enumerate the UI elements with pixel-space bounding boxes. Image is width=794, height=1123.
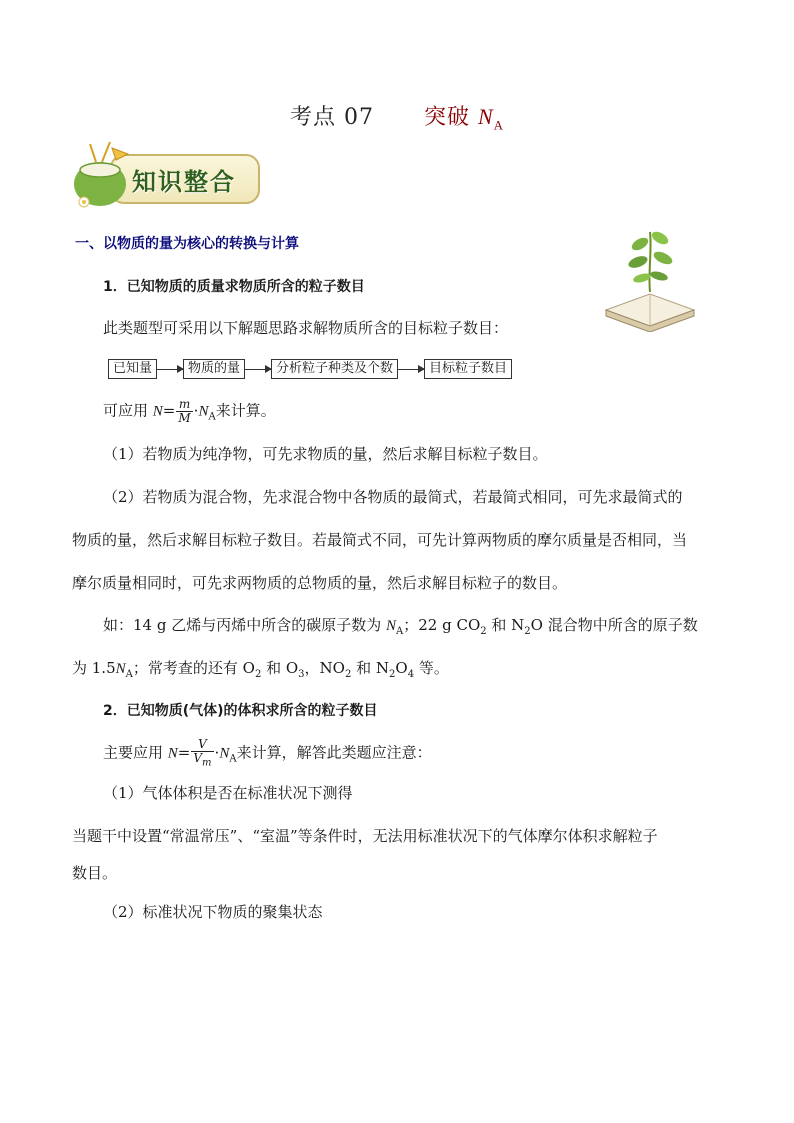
sub2-item-1: （1）气体体积是否在标准状况下测得: [103, 784, 353, 802]
arrow-right-icon: [245, 369, 271, 370]
flow-box-moles: 物质的量: [183, 359, 245, 379]
sub2-paragraph-line-2: 数目。: [72, 864, 118, 882]
sub1-example-line-1: 如：14 g 乙烯与丙烯中所含的碳原子数为 $N_A$；22 g $CO_2$ 和 $N_2O$ 混合物中所含的原子数: [103, 616, 698, 637]
sub2-formula: 主要应用 N= $\frac{V}{V_m}$ $\cdot N_A$来计算，解答此类题应注意：: [103, 737, 432, 769]
sub2-paragraph-line-1: 当题干中设置“常温常压”、“室温”等条件时，无法用标准状况下的气体摩尔体积求解粒子: [72, 827, 658, 845]
subsection-heading-1: 1．已知物质的质量求物质所含的粒子数目: [103, 279, 365, 295]
flowchart: [108, 358, 512, 380]
title-prefix: 考点 07: [289, 105, 374, 130]
book-plant-icon: [600, 222, 700, 332]
sub1-intro: 此类题型可采用以下解题思路求解物质所含的目标粒子数目：: [103, 319, 509, 337]
fraction-V-over-Vm: $\frac{V}{V_m}$: [193, 737, 212, 769]
sub1-item-2-line-2: 物质的量，然后求解目标粒子数目。若最简式不同，可先计算两物质的摩尔质量是否相同，当: [72, 531, 688, 549]
sub2-item-2: （2）标准状况下物质的聚集状态: [103, 903, 323, 921]
sub1-item-2-line-1: （2）若物质为混合物，先求混合物中各物质的最简式，若最简式相同，可先求最简式的: [103, 488, 683, 506]
arrow-right-icon: [157, 369, 183, 370]
banner-label: 知识整合: [132, 168, 236, 196]
arrow-right-icon: [398, 369, 424, 370]
subsection-heading-2: 2．已知物质(气体)的体积求所含的粒子数目: [103, 703, 378, 719]
flow-box-known: 已知量: [108, 359, 157, 379]
coconut-icon: [70, 140, 134, 212]
page-title: [0, 100, 794, 133]
sub1-formula: 可应用 N= $\frac{m}{M}$ $\cdot N_A$来计算。: [103, 397, 276, 425]
sub1-example-line-2: 为 $1.5N_A$；常考查的还有 $O_2$ 和 $O_3$，$NO_2$ 和 $N_2O_4$ 等。: [72, 659, 449, 680]
fraction-m-over-M: $\frac{m}{M}$: [178, 397, 191, 425]
flow-box-target: 目标粒子数目: [424, 359, 512, 379]
knowledge-banner: [70, 140, 260, 212]
sub1-item-1: （1）若物质为纯净物，可先求物质的量，然后求解目标粒子数目。: [103, 445, 548, 463]
flow-box-analyze: 分析粒子种类及个数: [271, 359, 398, 379]
sub1-item-2-line-3: 摩尔质量相同时，可先求两物质的总物质的量，然后求解目标粒子的数目。: [72, 574, 568, 592]
section-heading-1: 一、以物质的量为核心的转换与计算: [75, 236, 299, 252]
title-main: 突破: [423, 105, 478, 130]
title-symbol: $N_A$: [477, 104, 505, 133]
